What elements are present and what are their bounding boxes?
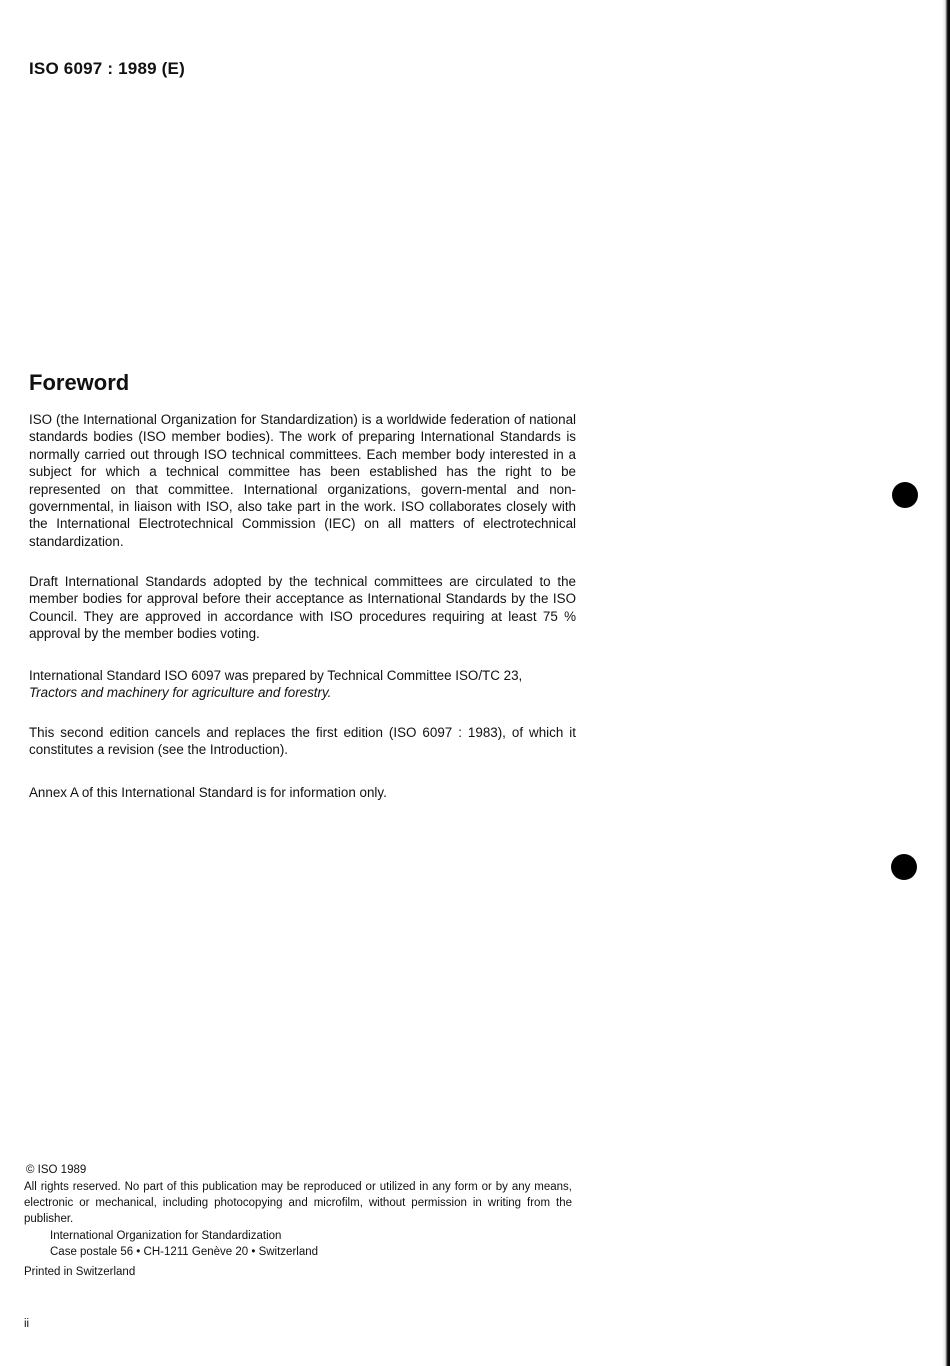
- punch-hole-mark-upper: [892, 482, 918, 508]
- punch-hole-mark-lower: [891, 854, 917, 880]
- edition-note: This second edition cancels and replaces the first edition (ISO 6097 : 1983), of which it constitutes a revision (see the Introduction).: [29, 725, 576, 758]
- document-header: ISO 6097 : 1989 (E): [29, 59, 185, 78]
- rights-statement: All rights reserved. No part of this publication may be reproduced or utilized in any form or by any means, electronic or mechanical, including photocopying and microfilm, without permission in writing from the publisher.: [24, 1181, 572, 1225]
- foreword-paragraph-2: Draft International Standards adopted by the technical committees are circulated to the member bodies for approval before their acceptance as International Standards by the ISO Council. They are approved in accordance with ISO procedures requiring at least 75 % approval by the member bodies voting.: [29, 574, 576, 642]
- committee-title: Tractors and machinery for agriculture and forestry.: [29, 685, 332, 701]
- organization-name: International Organization for Standardization: [50, 1230, 282, 1242]
- page-number: ii: [24, 1318, 30, 1330]
- foreword-paragraph-1: ISO (the International Organization for Standardization) is a worldwide federation of national standards bodies (ISO member bodies). The work of preparing International Standards is normally carried out through ISO technical committees. Each member body interested in a subject for which a technical committee has been established has the right to be represented on that committee. International organizations, govern-mental and non-governmental, in liaison with ISO, also take part in the work. ISO collaborates closely with the International Electrotechnical Commission (IEC) on all matters of electrotechnical standardization.: [29, 412, 576, 549]
- prepared-by-paragraph: [29, 667, 576, 702]
- copyright-line: © ISO 1989: [26, 1164, 87, 1176]
- scan-edge: [942, 0, 950, 1366]
- prepared-by-text: International Standard ISO 6097 was prepared by Technical Committee ISO/TC 23,: [29, 668, 523, 683]
- organization-address: Case postale 56 • CH-1211 Genève 20 • Switzerland: [50, 1246, 319, 1258]
- section-title: Foreword: [29, 370, 130, 395]
- annex-note: Annex A of this International Standard is for information only.: [29, 785, 387, 800]
- printed-in: Printed in Switzerland: [24, 1266, 136, 1278]
